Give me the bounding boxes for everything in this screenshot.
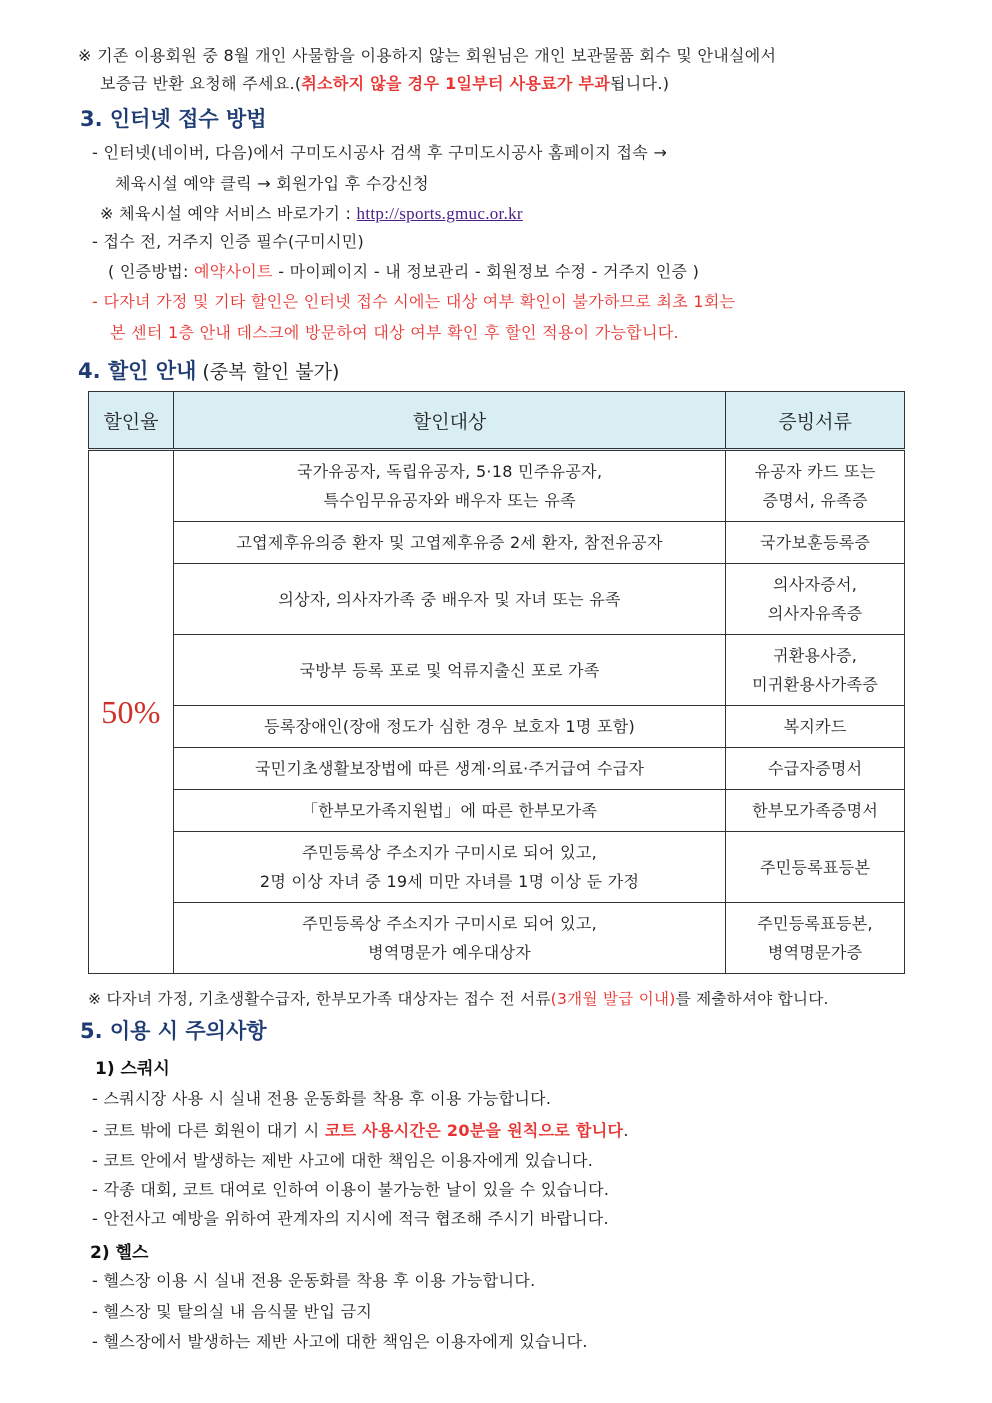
doc-line: 주민등록표등본,: [757, 914, 873, 933]
target-line: 국민기초생활보장법에 따른 생계·의료·주거급여 수급자: [254, 759, 645, 778]
target-line: 등록장애인(장애 정도가 심한 경우 보호자 1명 포함): [264, 717, 636, 736]
squash-line-5: - 안전사고 예방을 위하여 관계자의 지시에 적극 협조해 주시기 바랍니다.: [92, 1209, 609, 1228]
target-cell: [173, 706, 725, 748]
doc-cell: [726, 450, 905, 522]
doc-cell: [726, 903, 905, 974]
target-cell: [173, 450, 725, 522]
section-3-line-4: - 접수 전, 거주지 인증 필수(구미시민): [92, 232, 365, 251]
target-line: 고엽제후유의증 환자 및 고엽제후유증 2세 환자, 참전유공자: [236, 533, 663, 552]
note-text: ※ 다자녀 가정, 기초생활수급자, 한부모가족 대상자는 접수 전 서류: [88, 990, 551, 1008]
section-4-title: [78, 355, 339, 385]
section-4-note: [88, 988, 829, 1010]
doc-line: 귀환용사증,: [773, 646, 858, 665]
table-row: [89, 564, 905, 635]
target-line: 의상자, 의사자가족 중 배우자 및 자녀 또는 유족: [278, 589, 621, 609]
table-row: [89, 790, 905, 832]
table-row: [89, 635, 905, 706]
doc-line: 증명서, 유족증: [762, 491, 868, 510]
doc-cell: [726, 564, 905, 635]
doc-line: 미귀환용사가족증: [752, 675, 879, 694]
section-3-line-6: - 다자녀 가정 및 기타 할인은 인터넷 접수 시에는 대상 여부 확인이 불가하므로 최초 1회는: [92, 292, 736, 311]
target-line: 주민등록상 주소지가 구미시로 되어 있고,: [302, 914, 597, 933]
target-cell: [173, 832, 725, 903]
court-time-rule: 코트 사용시간은 20분을 원칙으로 합니다: [324, 1121, 624, 1140]
target-cell: [173, 564, 725, 635]
target-line: 국방부 등록 포로 및 억류지출신 포로 가족: [299, 660, 600, 680]
section-4-title-text: 4. 할인 안내: [78, 359, 197, 383]
table-row: [89, 832, 905, 903]
table-row: [89, 522, 905, 564]
doc-line: 주민등록표등본: [759, 857, 871, 877]
table-row: [89, 748, 905, 790]
notice-line-2-end: 됩니다.): [610, 74, 670, 93]
doc-cell: [726, 748, 905, 790]
section-5-title: 5. 이용 시 주의사항: [80, 1019, 267, 1043]
section-3-title: 3. 인터넷 접수 방법: [80, 107, 267, 131]
discount-table: [88, 391, 905, 974]
notice-line-2-text: 보증금 반환 요청해 주세요.(: [100, 74, 302, 93]
note-period: (3개월 발급 이내): [550, 990, 676, 1008]
notice-line-2: [100, 73, 669, 95]
squash-line-4: - 각종 대회, 코트 대여로 인하여 이용이 불가능한 날이 있을 수 있습니다.: [92, 1180, 610, 1199]
notice-line-1: ※ 기존 이용회원 중 8월 개인 사물함을 이용하지 않는 회원님은 개인 보관물품 회수 및 안내실에서: [78, 46, 777, 65]
section-3-line-3: [100, 203, 523, 225]
doc-line: 의사자증서,: [773, 575, 858, 594]
target-cell: [173, 903, 725, 974]
section-3-line-1: - 인터넷(네이버, 다음)에서 구미도시공사 검색 후 구미도시공사 홈페이지 접속 →: [92, 143, 668, 162]
doc-cell: [726, 832, 905, 903]
notice-warning: 취소하지 않을 경우 1일부터 사용료가 부과: [301, 74, 611, 93]
health-title: 2) 헬스: [90, 1243, 149, 1263]
target-cell: [173, 635, 725, 706]
doc-cell: [726, 522, 905, 564]
sports-reservation-link[interactable]: http://sports.gmuc.or.kr: [356, 204, 523, 223]
doc-cell: [726, 790, 905, 832]
table-row: [89, 706, 905, 748]
table-header-row: [89, 392, 905, 450]
doc-cell: [726, 635, 905, 706]
target-line: 「한부모가족지원법」에 따른 한부모가족: [301, 801, 598, 820]
doc-line: 유공자 카드 또는: [754, 462, 876, 481]
auth-method-label: ( 인증방법:: [108, 262, 195, 281]
header-rate: 할인율: [89, 392, 174, 450]
discount-rate: 50%: [89, 450, 174, 974]
squash-line-1: - 스쿼시장 사용 시 실내 전용 운동화를 착용 후 이용 가능합니다.: [92, 1089, 552, 1108]
target-cell: [173, 748, 725, 790]
doc-line: 국가보훈등록증: [759, 533, 871, 552]
target-cell: [173, 522, 725, 564]
section-4-subtitle: (중복 할인 불가): [196, 361, 340, 383]
squash-line-2-text: - 코트 밖에 다른 회원이 대기 시: [92, 1121, 325, 1140]
doc-line: 수급자증명서: [767, 759, 863, 778]
target-line: 2명 이상 자녀 중 19세 미만 자녀를 1명 이상 둔 가정: [259, 872, 640, 891]
doc-cell: [726, 706, 905, 748]
header-document: 증빙서류: [726, 392, 905, 450]
squash-line-3: - 코트 안에서 발생하는 제반 사고에 대한 책임은 이용자에게 있습니다.: [92, 1151, 594, 1170]
doc-line: 의사자유족증: [767, 604, 863, 623]
target-line: 병역명문가 예우대상자: [368, 943, 532, 962]
squash-line-2: [92, 1120, 629, 1142]
shortcut-label: ※ 체육시설 예약 서비스 바로가기 :: [100, 204, 357, 223]
target-line: 주민등록상 주소지가 구미시로 되어 있고,: [302, 843, 597, 862]
doc-line: 병역명문가증: [767, 943, 863, 962]
health-line-2: - 헬스장 및 탈의실 내 음식물 반입 금지: [92, 1302, 373, 1321]
squash-line-2-end: .: [623, 1121, 629, 1140]
section-3-line-7: 본 센터 1층 안내 데스크에 방문하여 대상 여부 확인 후 할인 적용이 가능합니다.: [110, 323, 679, 342]
squash-title: 1) 스쿼시: [95, 1059, 170, 1079]
target-line: 특수임무유공자와 배우자 또는 유족: [323, 491, 576, 510]
doc-line: 복지카드: [783, 717, 847, 736]
table-row: [89, 450, 905, 522]
note-end: 를 제출하셔야 합니다.: [675, 990, 829, 1008]
section-3-line-5: [108, 261, 699, 283]
header-target: 할인대상: [173, 392, 725, 450]
doc-line: 한부모가족증명서: [752, 801, 879, 820]
target-line: 국가유공자, 독립유공자, 5·18 민주유공자,: [296, 462, 603, 481]
reservation-site-text: 예약사이트: [194, 262, 273, 281]
section-3-line-2: 체육시설 예약 클릭 → 회원가입 후 수강신청: [115, 174, 429, 193]
auth-method-steps: - 마이페이지 - 내 정보관리 - 회원정보 수정 - 거주지 인증 ): [272, 262, 700, 281]
health-line-1: - 헬스장 이용 시 실내 전용 운동화를 착용 후 이용 가능합니다.: [92, 1271, 536, 1290]
target-cell: [173, 790, 725, 832]
health-line-3: - 헬스장에서 발생하는 제반 사고에 대한 책임은 이용자에게 있습니다.: [92, 1332, 588, 1351]
table-row: [89, 903, 905, 974]
